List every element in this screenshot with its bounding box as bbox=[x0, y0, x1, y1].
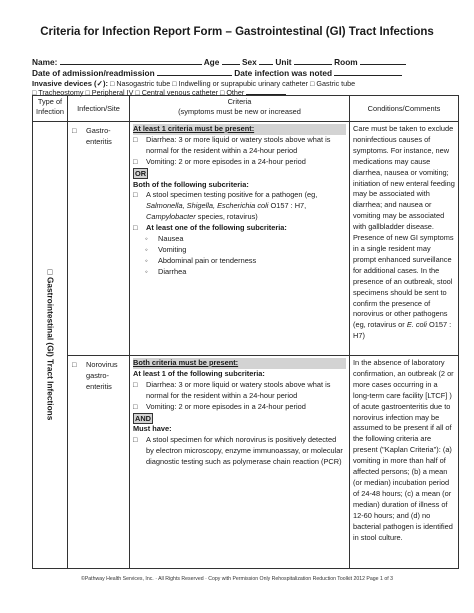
one-of-following-label: At least one of the following subcriteria: bbox=[146, 223, 287, 233]
age-label: Age bbox=[203, 57, 220, 67]
devices-options-2[interactable]: □ Tracheostomy □ Peripheral IV □ Central venous catheter □ Other bbox=[32, 88, 245, 97]
norovirus-subcriteria-heading: At least 1 of the following subcriteria: bbox=[133, 368, 265, 378]
unit-label: Unit bbox=[275, 57, 292, 67]
page-footer: ©Pathway Health Services, Inc. · All Rights Reserved · Copy with Permission Only Rehospitalization Reduction Toolkit 2012 Page 1 of 3 bbox=[81, 576, 393, 582]
table-header-row bbox=[33, 96, 459, 122]
and-connector: AND bbox=[135, 413, 152, 423]
table-row-norovirus bbox=[33, 356, 459, 569]
site-cell-gastroenteritis bbox=[68, 122, 130, 356]
sex-label: Sex bbox=[242, 57, 257, 67]
or-connector: OR bbox=[135, 168, 147, 178]
age-field[interactable] bbox=[222, 57, 240, 65]
header-row-2 bbox=[32, 68, 402, 78]
devices-label: Invasive devices (✓): bbox=[32, 79, 109, 88]
site-cell-norovirus bbox=[68, 356, 130, 569]
stool-specimen-criterion: A stool specimen testing positive for a pathogen (eg, Salmonella, Shigella, Escherichia coli O157 : H7, Campylobacter species, rotavirus) bbox=[146, 190, 318, 222]
date-noted-label: Date infection was noted bbox=[234, 68, 333, 78]
col-type-header: Type of Infection bbox=[33, 96, 68, 122]
comments-gastroenteritis: Care must be taken to exclude noninfectious causes of symptoms. For instance, new medications may cause diarrhea, nausea or vomiting; initiation of new enteral feeding may be associated with diarrhea; and nausea or vomiting may be associated with gallbladder disease. Presence of new GI symptoms in a single resident may prompt enhanced surveillance for additional cases. In the presence of an outbreak, stool specimens should be sent to confirm the presence of norovirus or other pathogens (eg, rotavirus or E. coli O157 : H7) bbox=[350, 122, 459, 356]
subcriterion-nausea: Nausea bbox=[158, 234, 184, 244]
checkbox-gastro-vomiting[interactable]: □ bbox=[133, 156, 138, 166]
site-norovirus: Norovirus gastro-enteritis bbox=[86, 360, 118, 391]
name-label: Name: bbox=[32, 57, 58, 67]
devices-options-1[interactable]: □ Nasogastric tube □ Indwelling or suprapubic urinary catheter □ Gastric tube bbox=[110, 79, 356, 88]
criteria-gastroenteritis: At least 1 criteria must be present: □ Diarrhea: 3 or more liquid or watery stools above what is normal for the resident within a 24-hour period □ Vomiting: 2 or more episodes in a 24-hour period OR Both of the following subcriteria: □ A stool specimen testing positive for a pathogen (eg, Salmonella, Shigella, Escherichia coli O157 : H7, Campylobacter species, rotavirus) □ At least one of the following subcriteria: ◦ Nausea ◦ Vomiting ◦ Abdominal pain or tenderness ◦ Diarrhea bbox=[130, 122, 350, 356]
unit-field[interactable] bbox=[294, 57, 332, 65]
subcriterion-vomiting: Vomiting bbox=[158, 244, 187, 254]
sex-field[interactable] bbox=[259, 57, 273, 65]
devices-row-1 bbox=[32, 79, 355, 88]
type-label: □ Gastrointestinal (GI) Tract Infections bbox=[45, 269, 56, 421]
checkbox-noro-stool[interactable]: □ bbox=[133, 435, 138, 445]
comments-norovirus: In the absence of laboratory confirmation, an outbreak (2 or more cases occurring in a long-term care facility [LTCF] ) of acute gastroenteritis due to norovirus infection may be assumed to be present if all of the following criteria are present ("Kaplan Criteria"): (a) vomiting in more than half of affected persons; (b) a mean (or median) incubation period of 24-48 hours; (c) a mean (or median) duration of illness of 12-60 hours; and (d) no bacterial pathogen is identified in stool culture. bbox=[350, 356, 459, 569]
checkbox-norovirus[interactable]: □ bbox=[72, 360, 77, 369]
norovirus-criteria-heading: Both criteria must be present: bbox=[133, 358, 346, 369]
criteria-table bbox=[32, 95, 459, 569]
name-field[interactable] bbox=[60, 57, 202, 65]
gastro-vomiting-criterion: Vomiting: 2 or more episodes in a 24-hour period bbox=[146, 156, 306, 166]
other-device-field[interactable] bbox=[246, 88, 286, 95]
noro-diarrhea-criterion: Diarrhea: 3 or more liquid or watery stools above what is normal for the resident within a 24-hour period bbox=[146, 379, 331, 400]
checkbox-gastro-diarrhea[interactable]: □ bbox=[133, 134, 138, 144]
table-row-gastroenteritis bbox=[33, 122, 459, 356]
subcriterion-abdominal-pain: Abdominal pain or tenderness bbox=[158, 255, 257, 265]
checkbox-noro-diarrhea[interactable]: □ bbox=[133, 379, 138, 389]
admission-date-label: Date of admission/readmission bbox=[32, 68, 155, 78]
checkbox-noro-vomiting[interactable]: □ bbox=[133, 401, 138, 411]
subcriterion-diarrhea: Diarrhea bbox=[158, 266, 187, 276]
col-site-header: Infection/Site bbox=[68, 96, 130, 122]
date-noted-field[interactable] bbox=[334, 68, 402, 76]
criteria-norovirus bbox=[130, 356, 350, 569]
gastro-diarrhea-criterion: Diarrhea: 3 or more liquid or watery stools above what is normal for the resident within a 24-hour period bbox=[146, 134, 331, 155]
noro-stool-criterion: A stool specimen for which norovirus is positively detected by electron microscopy, enzyme immunoassay, or molecular diagnostic testing such as polymerase chain reaction (PCR) bbox=[146, 435, 343, 467]
col-criteria-header: Criteria (symptoms must be new or increased bbox=[130, 96, 350, 122]
checkbox-gastroenteritis[interactable]: □ bbox=[72, 126, 77, 135]
page-title: Criteria for Infection Report Form – Gastrointestinal (GI) Tract Infections bbox=[40, 26, 434, 38]
must-have-label: Must have: bbox=[133, 424, 172, 434]
col-conditions-header: Conditions/Comments bbox=[350, 96, 459, 122]
type-cell[interactable] bbox=[33, 122, 68, 569]
site-gastroenteritis: Gastro-enteritis bbox=[86, 126, 112, 146]
admission-date-field[interactable] bbox=[157, 68, 232, 76]
room-label: Room bbox=[334, 57, 358, 67]
header-row-1 bbox=[32, 57, 406, 67]
room-field[interactable] bbox=[360, 57, 406, 65]
gastro-both-subcriteria: Both of the following subcriteria: bbox=[133, 179, 249, 189]
checkbox-stool-specimen[interactable]: □ bbox=[133, 190, 138, 200]
gastro-criteria-heading: At least 1 criteria must be present: bbox=[133, 124, 346, 135]
checkbox-one-of-following[interactable]: □ bbox=[133, 223, 138, 233]
noro-vomiting-criterion: Vomiting: 2 or more episodes in a 24-hour period bbox=[146, 401, 306, 411]
